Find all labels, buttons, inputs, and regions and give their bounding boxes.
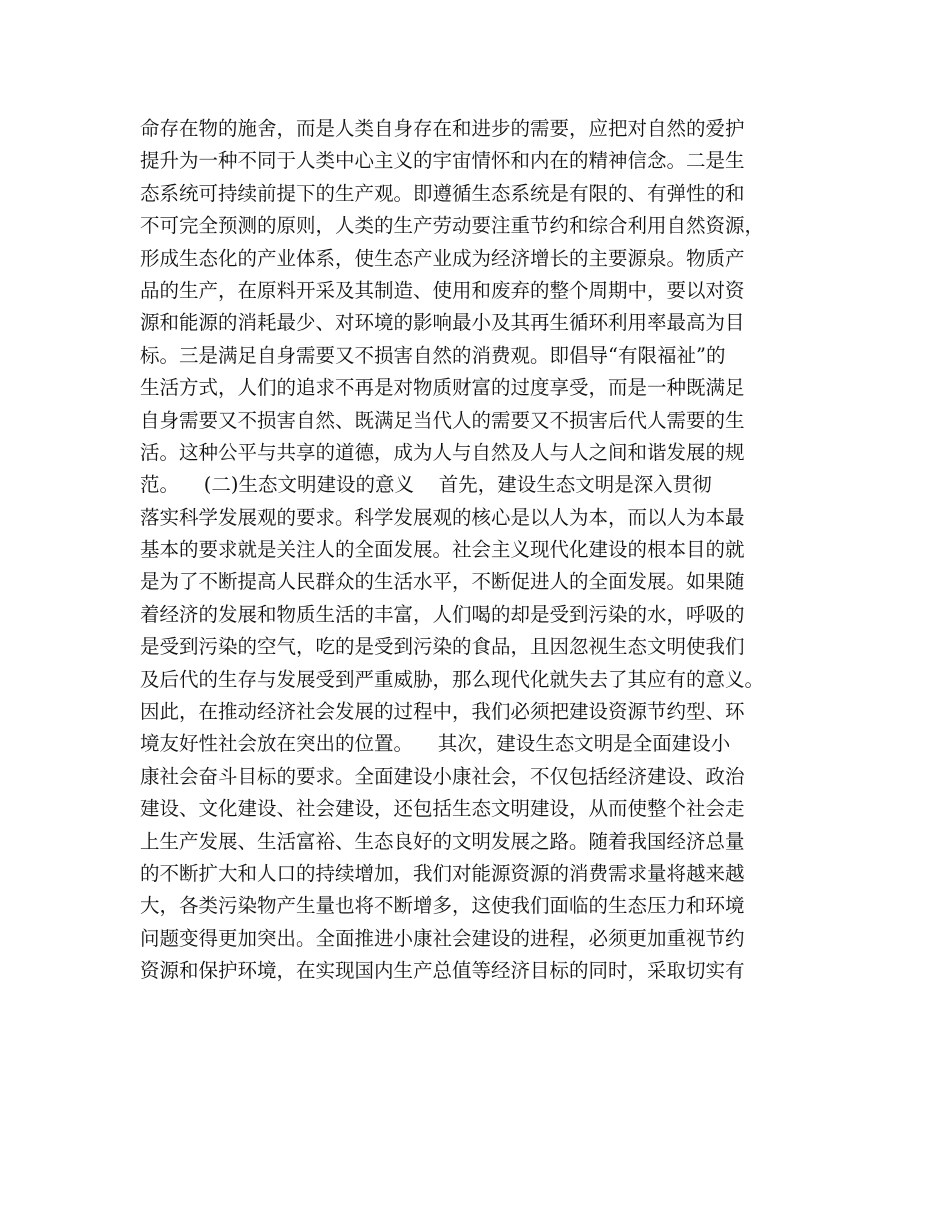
text-line: 提升为一种不同于人类中心主义的宇宙情怀和内在的精神信念。二是生: [140, 149, 745, 173]
text-line: 品的生产，在原料开采及其制造、使用和废弃的整个周期中，要以对资: [140, 278, 745, 302]
text-line: 自身需要又不损害自然、既满足当代人的需要又不损害后代人需要的生: [140, 408, 745, 432]
text-line: 不可完全预测的原则，人类的生产劳动要注重节约和综合利用自然资源，: [140, 214, 765, 238]
text-line: 标。三是满足自身需要又不损害自然的消费观。即倡导“有限福祉”的: [140, 343, 726, 367]
text-line: 因此，在推动经济社会发展的过程中，我们必须把建设资源节约型、环: [140, 700, 745, 724]
text-line: 着经济的发展和物质生活的丰富，人们喝的却是受到污染的水，呼吸的: [140, 602, 745, 626]
text-line: 形成生态化的产业体系，使生态产业成为经济增长的主要源泉。物质产: [140, 246, 745, 270]
text-line: 大，各类污染物产生量也将不断增多，这使我们面临的生态压力和环境: [140, 894, 745, 918]
text-line: 的不断扩大和人口的持续增加，我们对能源资源的消费需求量将越来越: [140, 861, 745, 885]
text-line: 是为了不断提高人民群众的生活水平，不断促进人的全面发展。如果随: [140, 570, 745, 594]
text-line: 范。 (二)生态文明建设的意义 首先，建设生态文明是深入贯彻: [140, 473, 712, 497]
text-line: 及后代的生存与发展受到严重威胁，那么现代化就失去了其应有的意义。: [140, 667, 765, 691]
text-line: 资源和保护环境，在实现国内生产总值等经济目标的同时，采取切实有: [140, 959, 745, 983]
text-line: 上生产发展、生活富裕、生态良好的文明发展之路。随着我国经济总量: [140, 829, 745, 853]
text-line: 是受到污染的空气，吃的是受到污染的食品，且因忽视生态文明使我们: [140, 635, 745, 659]
text-line: 命存在物的施舍，而是人类自身存在和进步的需要，应把对自然的爱护: [140, 117, 745, 140]
text-line: 活。这种公平与共享的道德，成为人与自然及人与人之间和谐发展的规: [140, 440, 745, 464]
text-line: 康社会奋斗目标的要求。全面建设小康社会，不仅包括经济建设、政治: [140, 764, 745, 788]
text-line: 态系统可持续前提下的生产观。即遵循生态系统是有限的、有弹性的和: [140, 181, 745, 205]
text-line: 建设、文化建设、社会建设，还包括生态文明建设，从而使整个社会走: [140, 797, 745, 821]
body-text: [140, 113, 830, 988]
text-line: 源和能源的消耗最少、对环境的影响最小及其再生循环利用率最高为目: [140, 311, 745, 335]
text-line: 问题变得更加突出。全面推进小康社会建设的进程，必须更加重视节约: [140, 926, 745, 950]
text-line: 境友好性社会放在突出的位置。 其次，建设生态文明是全面建设小: [140, 732, 731, 756]
text-line: 落实科学发展观的要求。科学发展观的核心是以人为本，而以人为本最: [140, 505, 745, 529]
text-line: 生活方式，人们的追求不再是对物质财富的过度享受，而是一种既满足: [140, 376, 745, 400]
text-line: 基本的要求就是关注人的全面发展。社会主义现代化建设的根本目的就: [140, 538, 745, 562]
